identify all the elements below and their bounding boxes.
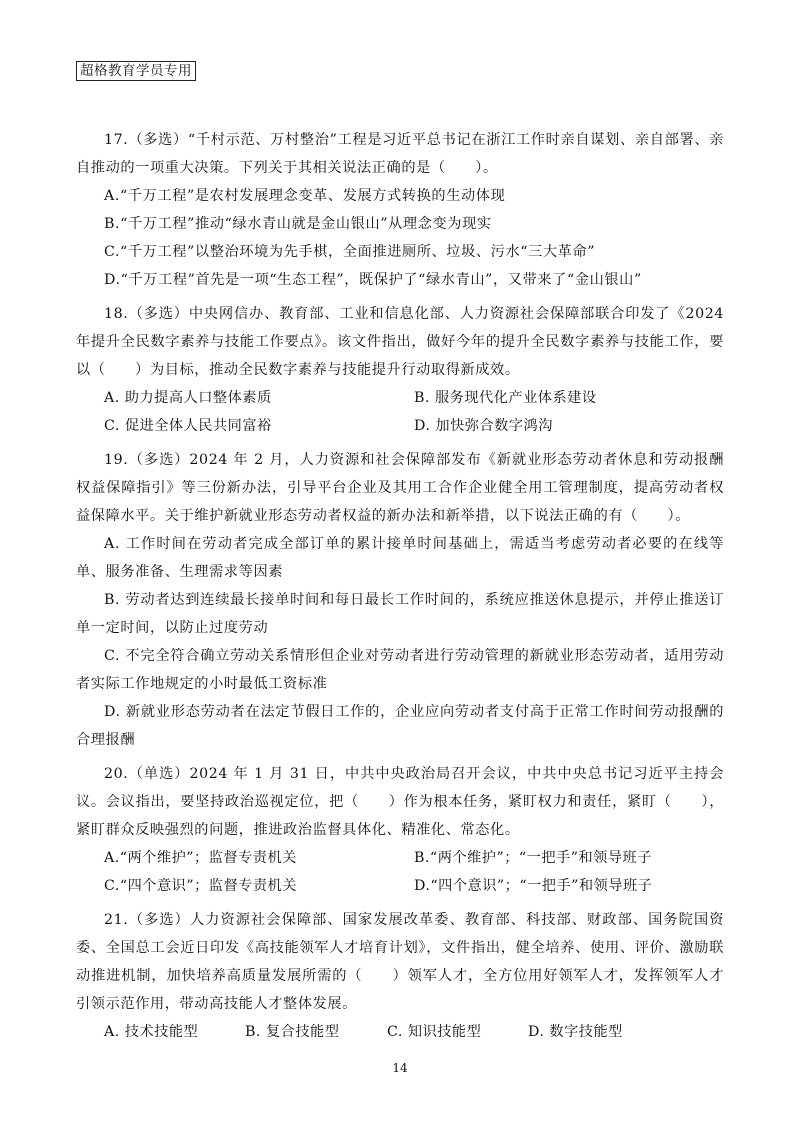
option-c: C.“千万工程”以整治环境为先手棋，全面推进厕所、垃圾、污水“三大革命” bbox=[104, 244, 596, 260]
header-stamp: 超格教育学员专用 bbox=[76, 61, 196, 81]
question-stem: 20.（单选）2024 年 1 月 31 日，中共中央政治局召开会议，中共中央总书记习近平主持会议。会议指出，要坚持政治巡视定位，把（ ）作为根本任务，紧盯权力和责任，紧盯（ ），紧盯群众反映强烈的问题，推进政治监督具体化、精准化、常态化。 bbox=[76, 766, 724, 838]
option-b: B. 服务现代化产业体系建设 bbox=[414, 390, 597, 406]
question-19 bbox=[76, 446, 724, 754]
page-number: 14 bbox=[392, 1061, 408, 1075]
option-b: B.“千万工程”推动“绿水青山就是金山银山”从理念变为现实 bbox=[104, 216, 492, 232]
option-b: B.“两个维护”；“一把手”和领导班子 bbox=[414, 850, 652, 866]
question-18 bbox=[76, 300, 724, 440]
question-stem: 19.（多选）2024 年 2 月，人力资源和社会保障部发布《新就业形态劳动者休息和劳动报酬权益保障指引》等三份新办法，引导平台企业及其用工合作企业健全用工管理制度，提高劳动者权益保障水平。关于维护新就业形态劳动者权益的新办法和新举措，以下说法正确的有（ ）。 bbox=[76, 452, 724, 524]
option-d: D. 数字技能型 bbox=[528, 1024, 623, 1040]
option-a: A. 工作时间在劳动者完成全部订单的累计接单时间基础上，需适当考虑劳动者必要的在线等单、服务准备、生理需求等因素 bbox=[76, 536, 724, 580]
question-stem: 18.（多选）中央网信办、教育部、工业和信息化部、人力资源社会保障部联合印发了《2024 年提升全民数字素养与技能工作要点》。该文件指出，做好今年的提升全民数字素养与技能工作，要以（ ）为目标，推动全民数字素养与技能提升行动取得新成效。 bbox=[76, 306, 724, 378]
question-20 bbox=[76, 760, 724, 900]
option-b: B. 复合技能型 bbox=[245, 1024, 340, 1040]
question-17 bbox=[76, 126, 724, 294]
option-b: B. 劳动者达到连续最长接单时间和每日最长工作时间的，系统应推送休息提示，并停止推送订单一定时间，以防止过度劳动 bbox=[76, 592, 724, 636]
question-stem: 21.（多选）人力资源社会保障部、国家发展改革委、教育部、科技部、财政部、国务院国资委、全国总工会近日印发《高技能领军人才培育计划》，文件指出，健全培养、使用、评价、激励联动推进机制，加快培养高质量发展所需的（ ）领军人才，全方位用好领军人才，发挥领军人才引领示范作用，带动高技能人才整体发展。 bbox=[76, 912, 724, 1012]
option-d: D.“四个意识”；“一把手”和领导班子 bbox=[414, 878, 653, 894]
option-d: D. 加快弥合数字鸿沟 bbox=[414, 418, 553, 434]
question-21 bbox=[76, 906, 724, 1046]
option-d: D. 新就业形态劳动者在法定节假日工作的，企业应向劳动者支付高于正常工作时间劳动报酬的合理报酬 bbox=[76, 704, 724, 748]
option-a: A.“千万工程”是农村发展理念变革、发展方式转换的生动体现 bbox=[104, 188, 506, 204]
option-a: A.“两个维护”；监督专责机关 bbox=[104, 850, 297, 866]
option-c: C. 促进全体人民共同富裕 bbox=[104, 418, 272, 434]
option-a: A. 技术技能型 bbox=[104, 1024, 199, 1040]
option-c: C. 知识技能型 bbox=[387, 1024, 482, 1040]
option-grid bbox=[76, 1018, 724, 1046]
question-stem: 17.（多选）“千村示范、万村整治”工程是习近平总书记在浙江工作时亲自谋划、亲自部署、亲自推动的一项重大决策。下列关于其相关说法正确的是（ ）。 bbox=[76, 132, 724, 176]
option-d: D.“千万工程”首先是一项“生态工程”，既保护了“绿水青山”，又带来了“金山银山” bbox=[104, 272, 642, 288]
question-list bbox=[76, 126, 724, 1052]
option-a: A. 助力提高人口整体素质 bbox=[104, 390, 272, 406]
option-c: C.“四个意识”；监督专责机关 bbox=[104, 878, 297, 894]
option-c: C. 不完全符合确立劳动关系情形但企业对劳动者进行劳动管理的新就业形态劳动者，适用劳动者实际工作地规定的小时最低工资标准 bbox=[76, 648, 724, 692]
option-grid bbox=[76, 384, 724, 440]
option-grid bbox=[76, 844, 724, 900]
